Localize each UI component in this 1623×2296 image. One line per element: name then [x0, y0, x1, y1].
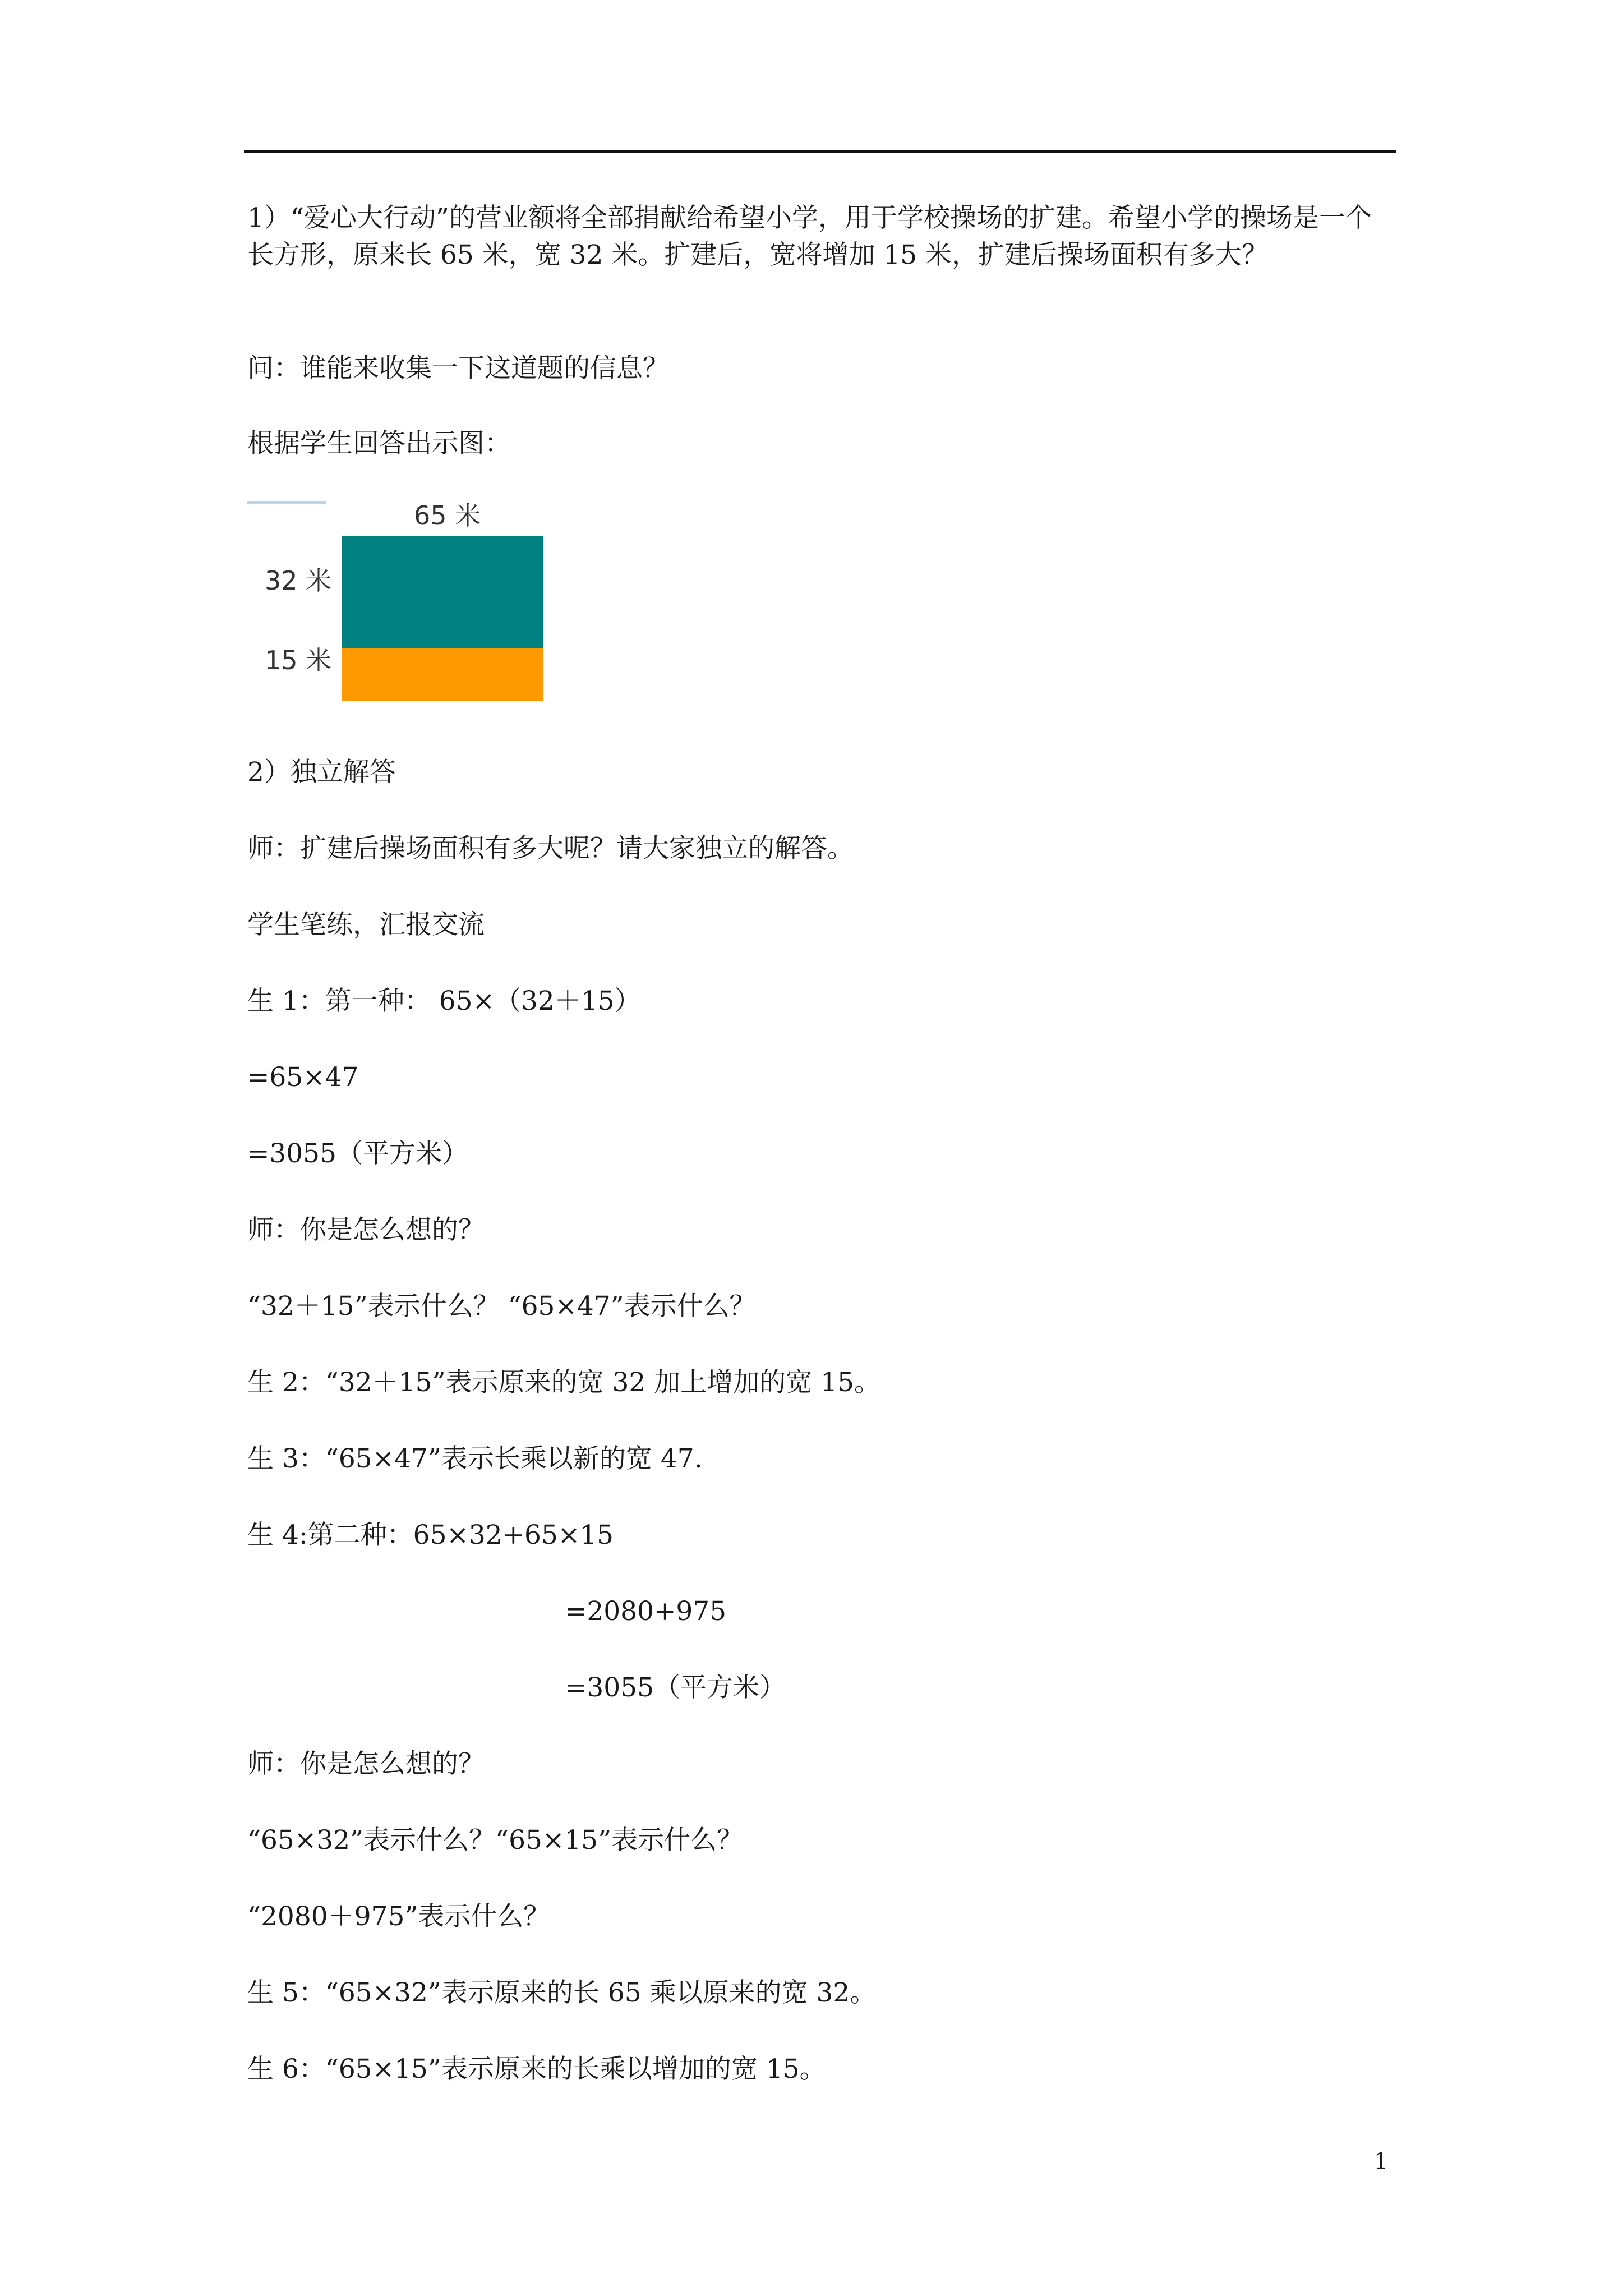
header-rule [244, 150, 1396, 153]
added-area-rect [342, 648, 543, 701]
text-line: 生 6：“65×15”表示原来的长乘以增加的宽 15。 [247, 2054, 826, 2085]
text-line: 师：你是怎么想的？ [247, 1214, 485, 1245]
text-line: 师：扩建后操场面积有多大呢？请大家独立的解答。 [247, 833, 854, 864]
text-line: 生 4:第二种：65×32+65×15 [247, 1520, 614, 1550]
text-line: 生 2：“32＋15”表示原来的宽 32 加上增加的宽 15。 [247, 1367, 880, 1398]
text-line: “2080＋975”表示什么？ [247, 1901, 550, 1932]
original-width-label: 32 米 [265, 565, 332, 596]
original-area-rect [342, 536, 543, 648]
text-line: 师：你是怎么想的？ [247, 1749, 485, 1779]
text-line: 学生笔练，汇报交流 [247, 909, 485, 940]
text-line: 2）独立解答 [247, 757, 396, 788]
added-width-label: 15 米 [265, 645, 332, 675]
length-label: 65 米 [414, 500, 481, 531]
diagram-accent-line [247, 501, 326, 504]
text-line: =3055（平方米） [565, 1672, 786, 1703]
question-line: 问：谁能来收集一下这道题的信息？ [247, 353, 669, 384]
text-line: =2080+975 [565, 1596, 727, 1627]
problem-statement: 1）“爱心大行动”的营业额将全部捐献给希望小学，用于学校操场的扩建。希望小学的操场是一个长方形，原来长 65 米，宽 32 米。扩建后，宽将增加 15 米，扩建后操场面积有多大？ [247, 203, 1372, 270]
text-line: 生 1：第一种： 65×（32＋15） [247, 986, 641, 1016]
page-number: 1 [1374, 2148, 1389, 2174]
figure-intro: 根据学生回答出示图： [247, 428, 511, 459]
text-line: 生 5：“65×32”表示原来的长 65 乘以原来的宽 32。 [247, 1977, 877, 2008]
text-line: =65×47 [247, 1062, 359, 1093]
playground-diagram [246, 494, 560, 707]
text-line: “65×32”表示什么？“65×15”表示什么？ [247, 1825, 744, 1856]
text-line: “32＋15”表示什么？ “65×47”表示什么？ [247, 1291, 756, 1322]
text-line: 生 3：“65×47”表示长乘以新的宽 47. [247, 1443, 703, 1474]
text-line: =3055（平方米） [247, 1138, 468, 1169]
